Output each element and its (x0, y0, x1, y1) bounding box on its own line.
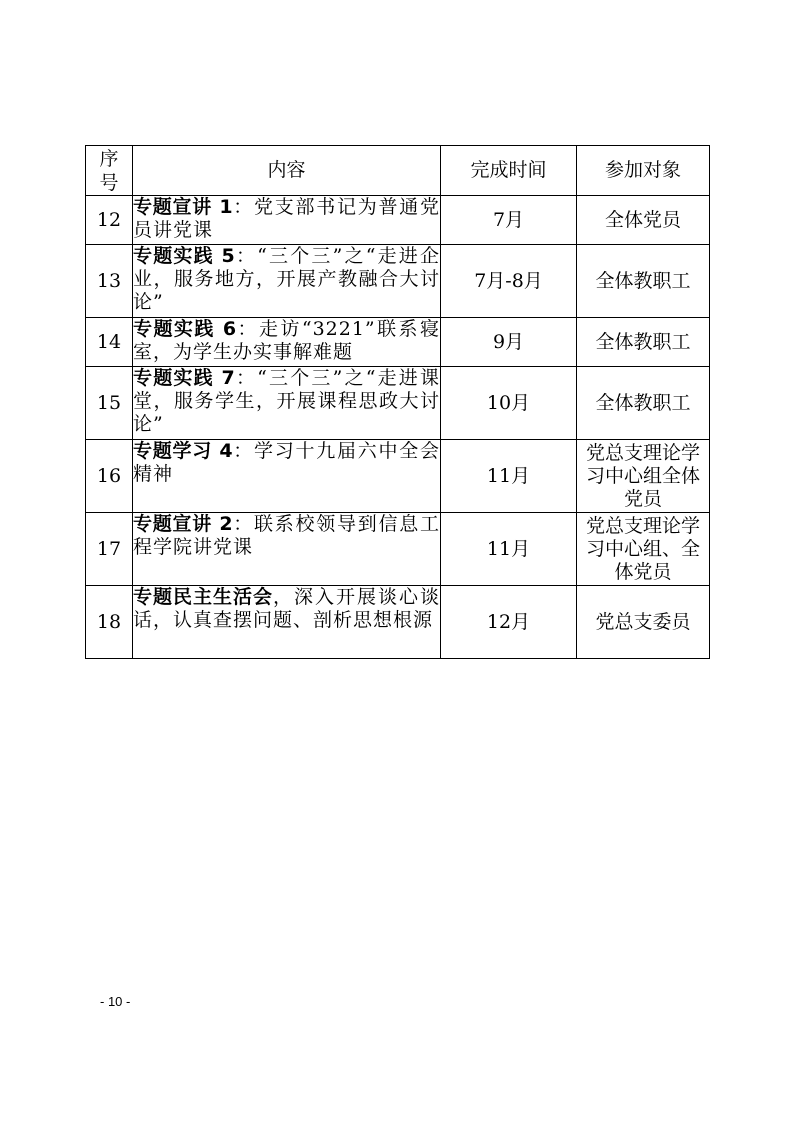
topic-label: 专题学习 4 (133, 440, 233, 462)
row-time: 12月 (441, 586, 577, 659)
row-participants (577, 318, 710, 367)
header-content: 内容 (133, 146, 441, 196)
row-number: 14 (86, 318, 133, 367)
table-row (86, 586, 710, 659)
page-number: - 10 - (100, 994, 131, 1009)
row-number: 15 (86, 367, 133, 440)
participants-text: 党总支理论学习中心组全体党员 (586, 441, 701, 510)
row-time: 9月 (441, 318, 577, 367)
participants-text: 全体党员 (604, 208, 681, 231)
row-number: 17 (86, 513, 133, 586)
row-participants (577, 513, 710, 586)
row-participants (577, 440, 710, 513)
row-number: 16 (86, 440, 133, 513)
topic-description: ：学习十九届六中全会精神 (133, 440, 440, 485)
row-time: 10月 (441, 367, 577, 440)
header-time: 完成时间 (441, 146, 577, 196)
row-time: 11月 (441, 513, 577, 586)
participants-text: 党总支委员 (595, 610, 691, 633)
row-number: 18 (86, 586, 133, 659)
header-seq: 序号 (86, 146, 133, 196)
row-time: 7月-8月 (441, 245, 577, 318)
topic-label: 专题民主生活会 (133, 586, 273, 608)
schedule-table (85, 145, 710, 659)
table-row (86, 513, 710, 586)
participants-text: 全体教职工 (595, 330, 691, 353)
row-participants (577, 196, 710, 245)
participants-text: 全体教职工 (595, 391, 691, 414)
row-content (133, 367, 441, 440)
topic-label: 专题实践 7 (133, 367, 235, 389)
row-participants (577, 245, 710, 318)
row-content (133, 586, 441, 659)
row-participants (577, 367, 710, 440)
table-row (86, 245, 710, 318)
participants-text: 全体教职工 (595, 269, 691, 292)
table-row (86, 196, 710, 245)
row-content (133, 318, 441, 367)
topic-description: ：走访“3221”联系寝室，为学生办实事解难题 (133, 318, 440, 363)
table-header-row (86, 146, 710, 196)
row-time: 11月 (441, 440, 577, 513)
row-content (133, 196, 441, 245)
topic-description: ，深入开展谈心谈话，认真查摆问题、剖析思想根源 (133, 586, 440, 631)
topic-label: 专题实践 5 (133, 245, 235, 267)
header-participants: 参加对象 (577, 146, 710, 196)
topic-description: ：党支部书记为普通党员讲党课 (133, 196, 440, 241)
row-participants (577, 586, 710, 659)
row-content (133, 513, 441, 586)
row-number: 12 (86, 196, 133, 245)
topic-label: 专题宣讲 2 (133, 513, 233, 535)
topic-description: ：“三个三”之“走进课堂，服务学生，开展课程思政大讨论” (133, 367, 440, 435)
topic-label: 专题宣讲 1 (133, 196, 233, 218)
row-number: 13 (86, 245, 133, 318)
topic-description: ：“三个三”之“走进企业，服务地方，开展产教融合大讨论” (133, 245, 440, 313)
topic-label: 专题实践 6 (133, 318, 237, 340)
participants-text: 党总支理论学习中心组、全体党员 (586, 514, 701, 583)
row-time: 7月 (441, 196, 577, 245)
row-content (133, 245, 441, 318)
table-row (86, 367, 710, 440)
table-row (86, 440, 710, 513)
row-content (133, 440, 441, 513)
topic-description: ：联系校领导到信息工程学院讲党课 (133, 513, 440, 558)
table-row (86, 318, 710, 367)
